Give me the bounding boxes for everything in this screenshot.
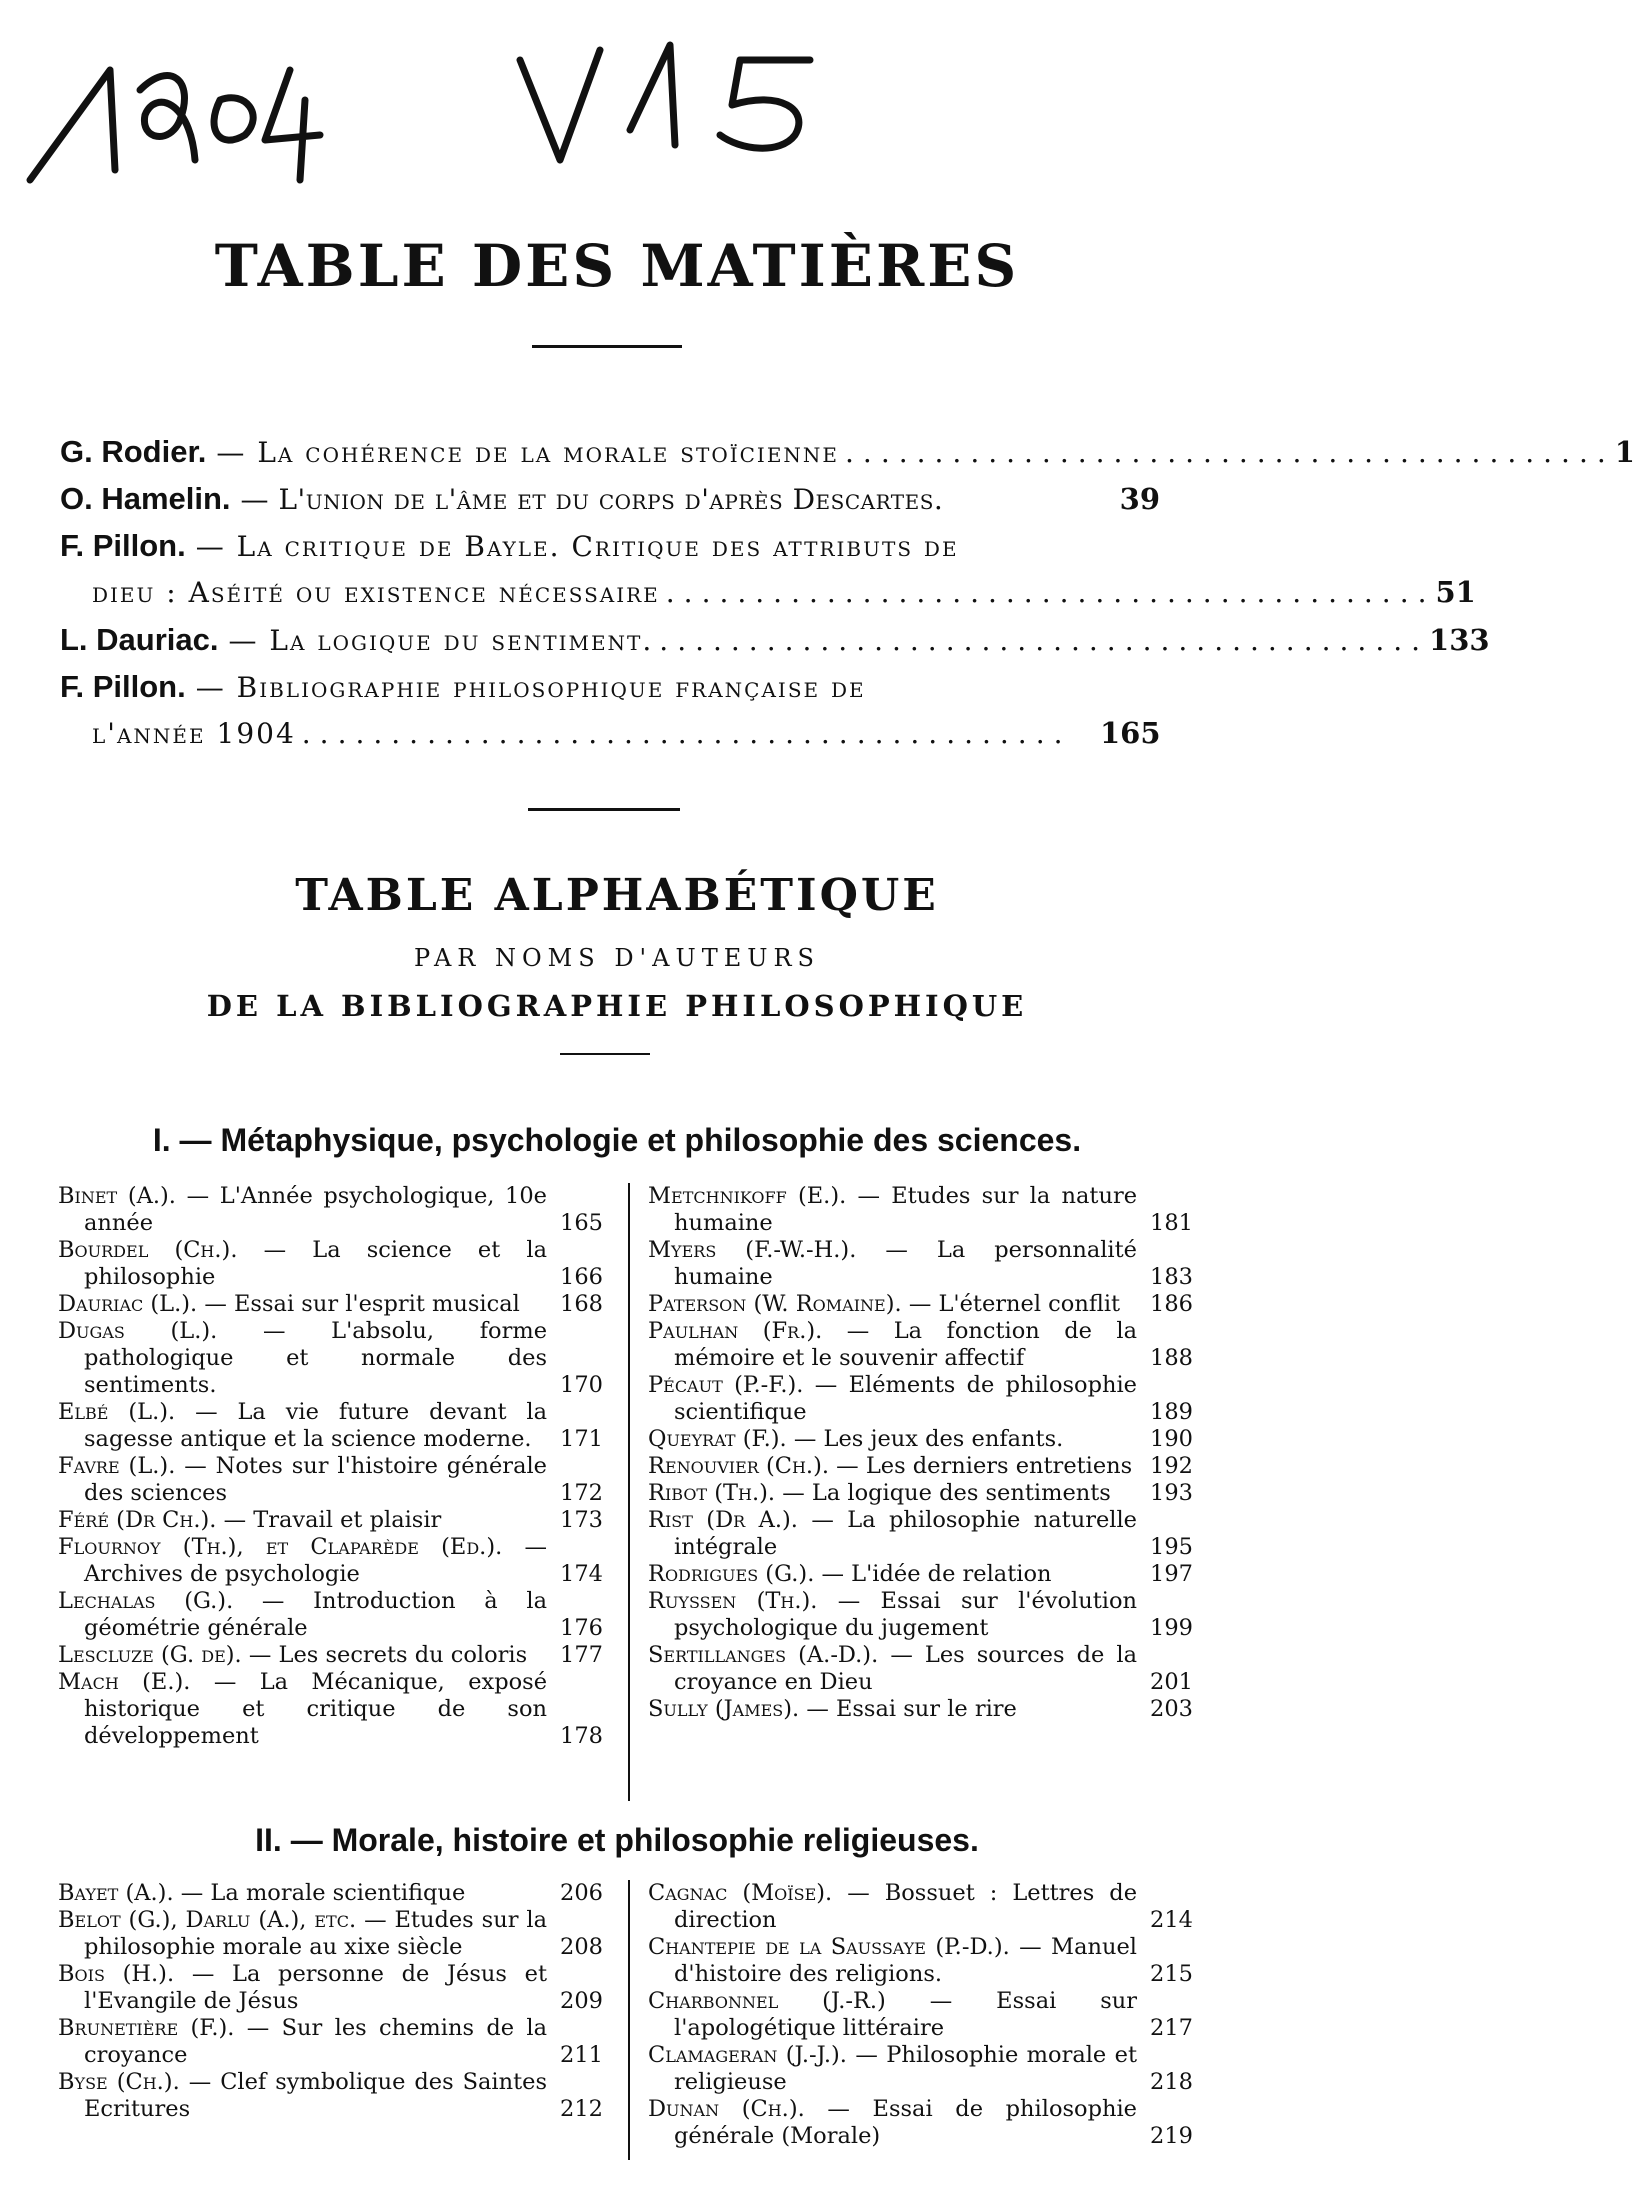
- entry-title: — Archives de psychologie: [84, 1534, 547, 1587]
- toc-page: 165: [1100, 716, 1161, 750]
- handwritten-annotation: [20, 20, 840, 200]
- entry-title: — Les jeux des enfants.: [793, 1426, 1064, 1452]
- entry-author: Mach (E.).: [58, 1669, 191, 1695]
- entry-title: — La science et la philosophie: [84, 1237, 548, 1290]
- entry-page: 201: [1150, 1669, 1193, 1695]
- entry-author: Bois (H.).: [58, 1961, 175, 1987]
- index-entry: [648, 1183, 1193, 1237]
- toc-title: — Bibliographie philosophique française de: [195, 671, 866, 704]
- index-entry: [648, 1318, 1193, 1372]
- section-heading: II. — Morale, histoire et philosophie religieuses.: [255, 1822, 979, 1858]
- entry-author: Lechalas (G.).: [58, 1588, 234, 1614]
- toc-title-continued: dieu : Aséité ou existence nécessaire: [92, 576, 660, 609]
- entry-author: Dauriac (L.).: [58, 1291, 198, 1317]
- index-entry: [648, 1426, 1193, 1453]
- entry-title: — La morale scientifique: [180, 1880, 466, 1906]
- toc-entry-continued: [60, 569, 1476, 616]
- entry-author: Féré (Dr Ch.).: [58, 1507, 217, 1533]
- entry-author: Pécaut (P.-F.).: [648, 1372, 804, 1398]
- entry-title: — La Mécanique, exposé historique et critique de son développement: [84, 1669, 548, 1749]
- index-entry: [58, 1318, 603, 1399]
- entry-page: 176: [560, 1615, 603, 1641]
- entry-author: Queyrat (F.).: [648, 1426, 787, 1452]
- entry-title: — L'idée de relation: [821, 1561, 1052, 1587]
- entry-page: 186: [1150, 1291, 1193, 1317]
- entry-title: — Introduction à la géométrie générale: [84, 1588, 547, 1641]
- entry-page: 177: [560, 1642, 603, 1668]
- entry-title: — Les secrets du coloris: [248, 1642, 528, 1668]
- entry-page: 173: [560, 1507, 603, 1533]
- entry-title: — Essai sur le rire: [806, 1696, 1017, 1722]
- entry-author: Ribot (Th.).: [648, 1480, 776, 1506]
- entry-title: — La philosophie naturelle intégrale: [674, 1507, 1137, 1560]
- section2-left-column: [58, 1880, 603, 2123]
- index-entry: [648, 1642, 1193, 1696]
- column-divider: [628, 1880, 630, 2160]
- entry-title: — Etudes sur la philosophie morale au xixe siècle: [84, 1907, 547, 1960]
- toc-title: — La critique de Bayle. Critique des attributs de: [195, 530, 959, 563]
- page-title: TABLE DES MATIÈRES: [214, 232, 1020, 300]
- entry-author: Sertillanges (A.-D.).: [648, 1642, 879, 1668]
- index-entry: [58, 2015, 603, 2069]
- index-entry: [648, 1561, 1193, 1588]
- entry-author: Paterson (W. Romaine).: [648, 1291, 902, 1317]
- entry-title: — Bossuet : Lettres de direction: [674, 1880, 1138, 1933]
- toc-leader: ...........................................: [301, 717, 1072, 750]
- column-divider: [628, 1183, 630, 1801]
- handwritten-annotation-drawing: [20, 20, 840, 200]
- entry-author: Belot (G.), Darlu (A.), etc.: [58, 1907, 357, 1933]
- toc-page: 51: [1435, 575, 1476, 609]
- index-entry: [648, 1934, 1193, 1988]
- index-entry: [58, 1507, 603, 1534]
- index-entry: [648, 1880, 1193, 1934]
- toc-author: O. Hamelin.: [60, 481, 231, 516]
- index-entry: [648, 1372, 1193, 1426]
- entry-author: Flournoy (Th.), et Claparède (Ed.).: [58, 1534, 503, 1560]
- entry-author: Brunetière (F.).: [58, 2015, 235, 2041]
- entry-page: 218: [1150, 2069, 1193, 2095]
- entry-author: Ruyssen (Th.).: [648, 1588, 818, 1614]
- section-heading: I. — Métaphysique, psychologie et philosophie des sciences.: [152, 1122, 1082, 1158]
- entry-page: 188: [1150, 1345, 1193, 1371]
- entry-page: 170: [560, 1372, 603, 1398]
- entry-page: 195: [1150, 1534, 1193, 1560]
- index-entry: [648, 1291, 1193, 1318]
- entry-title: — Essai sur l'apologétique littéraire: [674, 1988, 1138, 2041]
- entry-title: — Les derniers entretiens: [836, 1453, 1133, 1479]
- index-entry: [58, 1961, 603, 2015]
- entry-author: Bourdel (Ch.).: [58, 1237, 238, 1263]
- index-entry: [648, 2096, 1193, 2150]
- entry-page: 181: [1150, 1210, 1193, 1236]
- entry-author: Charbonnel (J.-R.): [648, 1988, 886, 2014]
- entry-title: — Etudes sur la nature humaine: [674, 1183, 1138, 1236]
- entry-author: Sully (James).: [648, 1696, 800, 1722]
- entry-title: — L'Année psychologique, 10e année: [84, 1183, 547, 1236]
- index-entry: [58, 1880, 603, 1907]
- toc-leader: ...........................................: [845, 436, 1615, 469]
- index-entry: [58, 1588, 603, 1642]
- entry-author: Dugas (L.).: [58, 1318, 218, 1344]
- entry-page: 219: [1150, 2123, 1193, 2149]
- toc-leader: ...........................................: [659, 624, 1430, 657]
- entry-page: 197: [1150, 1561, 1193, 1587]
- entry-page: 212: [560, 2096, 603, 2122]
- alpha-title: TABLE ALPHABÉTIQUE: [295, 870, 939, 921]
- table-of-contents: [60, 428, 1635, 757]
- toc-author: F. Pillon.: [60, 528, 186, 563]
- toc-entry: [60, 475, 1160, 522]
- index-entry: [58, 2069, 603, 2123]
- toc-entry: [60, 522, 1160, 569]
- entry-page: 211: [560, 2042, 603, 2068]
- toc-divider: [528, 808, 680, 811]
- entry-title: — Manuel d'histoire des religions.: [674, 1934, 1137, 1987]
- entry-title: — La vie future devant la sagesse antique et la science moderne.: [84, 1399, 547, 1452]
- index-entry: [58, 1534, 603, 1588]
- index-entry: [648, 1507, 1193, 1561]
- alpha-subtitle: PAR NOMS D'AUTEURS: [414, 944, 820, 972]
- entry-title: — L'éternel conflit: [908, 1291, 1121, 1317]
- entry-author: Rodrigues (G.).: [648, 1561, 815, 1587]
- entry-page: 214: [1150, 1907, 1193, 1933]
- entry-page: 193: [1150, 1480, 1193, 1506]
- entry-author: Lescluze (G. de).: [58, 1642, 242, 1668]
- entry-author: Paulhan (Fr.).: [648, 1318, 823, 1344]
- entry-page: 192: [1150, 1453, 1193, 1479]
- entry-page: 208: [560, 1934, 603, 1960]
- toc-title: — La cohérence de la morale stoïcienne: [216, 436, 840, 469]
- entry-page: 217: [1150, 2015, 1193, 2041]
- entry-title: — Essai de philosophie générale (Morale): [674, 2096, 1137, 2149]
- index-entry: [58, 1399, 603, 1453]
- entry-page: 174: [560, 1561, 603, 1587]
- entry-title: — Philosophie morale et religieuse: [674, 2042, 1137, 2095]
- title-divider: [532, 345, 682, 348]
- entry-page: 171: [560, 1426, 603, 1452]
- entry-author: Binet (A.).: [58, 1183, 176, 1209]
- entry-page: 168: [560, 1291, 603, 1317]
- entry-page: 183: [1150, 1264, 1193, 1290]
- index-entry: [648, 1988, 1193, 2042]
- entry-author: Cagnac (Moïse).: [648, 1880, 833, 1906]
- toc-page: 133: [1429, 623, 1490, 657]
- index-entry: [58, 1291, 603, 1318]
- index-entry: [58, 1669, 603, 1750]
- index-entry: [648, 1588, 1193, 1642]
- toc-author: G. Rodier.: [60, 434, 207, 469]
- entry-title: — Essai sur l'évolution psychologique du jugement: [674, 1588, 1138, 1641]
- entry-author: Bayet (A.).: [58, 1880, 174, 1906]
- entry-title: — La fonction de la mémoire et le souvenir affectif: [674, 1318, 1138, 1371]
- entry-page: 199: [1150, 1615, 1193, 1641]
- entry-author: Dunan (Ch.).: [648, 2096, 805, 2122]
- entry-page: 203: [1150, 1696, 1193, 1722]
- toc-title-continued: l'année 1904: [92, 717, 296, 750]
- index-entry: [58, 1907, 603, 1961]
- entry-page: 172: [560, 1480, 603, 1506]
- entry-title: — Essai sur l'esprit musical: [204, 1291, 520, 1317]
- section2-right-column: [648, 1880, 1193, 2150]
- section1-left-column: [58, 1183, 603, 1750]
- entry-title: — La personne de Jésus et l'Evangile de Jésus: [84, 1961, 547, 2014]
- entry-title: — La personnalité humaine: [674, 1237, 1137, 1290]
- entry-page: 178: [560, 1723, 603, 1749]
- section1-right-column: [648, 1183, 1193, 1723]
- toc-author: L. Dauriac.: [60, 622, 219, 657]
- toc-title: — La logique du sentiment.: [228, 624, 654, 657]
- toc-entry: [60, 428, 1635, 475]
- entry-author: Metchnikoff (E.).: [648, 1183, 847, 1209]
- alpha-subtitle-2: DE LA BIBLIOGRAPHIE PHILOSOPHIQUE: [206, 989, 1028, 1023]
- index-entry: [58, 1453, 603, 1507]
- index-entry: [648, 1237, 1193, 1291]
- entry-title: — Clef symbolique des Saintes Ecritures: [84, 2069, 548, 2122]
- entry-author: Elbé (L.).: [58, 1399, 176, 1425]
- toc-entry-continued: [60, 710, 1160, 757]
- entry-title: — Notes sur l'histoire générale des sciences: [84, 1453, 547, 1506]
- entry-author: Favre (L.).: [58, 1453, 176, 1479]
- entry-page: 215: [1150, 1961, 1193, 1987]
- entry-page: 166: [560, 1264, 603, 1290]
- index-entry: [58, 1642, 603, 1669]
- index-entry: [58, 1183, 603, 1237]
- entry-author: Rist (Dr A.).: [648, 1507, 798, 1533]
- entry-author: Clamageran (J.-J.).: [648, 2042, 847, 2068]
- entry-author: Chantepie de la Saussaye (P.-D.).: [648, 1934, 1010, 1960]
- entry-page: 206: [560, 1880, 603, 1906]
- toc-title: — L'union de l'âme et du corps d'après Descartes.: [240, 483, 944, 516]
- toc-entry: [60, 663, 1160, 710]
- entry-page: 190: [1150, 1426, 1193, 1452]
- toc-page: 1: [1614, 435, 1635, 469]
- index-entry: [648, 1696, 1193, 1723]
- entry-author: Byse (Ch.).: [58, 2069, 180, 2095]
- index-entry: [648, 2042, 1193, 2096]
- toc-author: F. Pillon.: [60, 669, 186, 704]
- entry-author: Myers (F.-W.-H.).: [648, 1237, 857, 1263]
- toc-entry: [60, 616, 1490, 663]
- alpha-divider: [560, 1053, 650, 1055]
- entry-title: — Eléments de philosophie scientifique: [674, 1372, 1137, 1425]
- entry-author: Renouvier (Ch.).: [648, 1453, 830, 1479]
- index-entry: [58, 1237, 603, 1291]
- index-entry: [648, 1453, 1193, 1480]
- entry-title: — La logique des sentiments: [782, 1480, 1111, 1506]
- entry-title: — Travail et plaisir: [223, 1507, 442, 1533]
- entry-page: 209: [560, 1988, 603, 2014]
- toc-leader: ...........................................: [665, 576, 1436, 609]
- entry-page: 165: [560, 1210, 603, 1236]
- entry-title: — Les sources de la croyance en Dieu: [674, 1642, 1137, 1695]
- entry-title: — Sur les chemins de la croyance: [84, 2015, 547, 2068]
- index-entry: [648, 1480, 1193, 1507]
- entry-title: — L'absolu, forme pathologique et normale des sentiments.: [84, 1318, 548, 1398]
- entry-page: 189: [1150, 1399, 1193, 1425]
- toc-page: 39: [1119, 482, 1160, 516]
